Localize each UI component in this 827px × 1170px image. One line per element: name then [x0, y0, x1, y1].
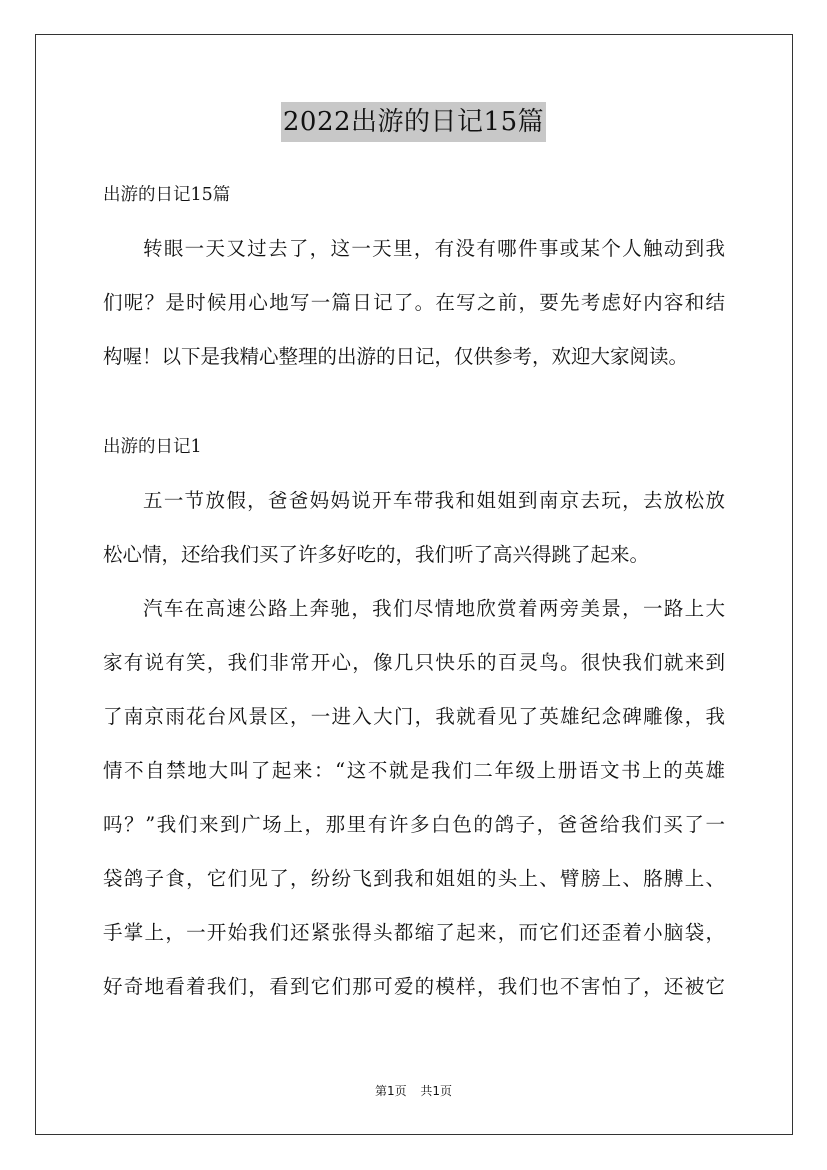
intro-line: 们呢？是时候用心地写一篇日记了。在写之前，要先考虑好内容和结: [103, 291, 725, 314]
paragraph-line: 吗？”我们来到广场上，那里有许多白色的鸽子，爸爸给我们买了一: [103, 813, 725, 836]
section-gap: [103, 384, 725, 420]
paragraph-line: 袋鸽子食，它们见了，纷纷飞到我和姐姐的头上、臂膀上、胳膊上、: [103, 867, 725, 890]
paragraph-line: 手掌上，一开始我们还紧张得头都缩了起来，而它们还歪着小脑袋，: [103, 921, 725, 944]
title-container: [0, 102, 827, 142]
page-number: 第1页: [374, 1084, 407, 1098]
diary1-heading: 出游的日记1: [103, 437, 202, 457]
paragraph-line: 情不自禁地大叫了起来：“这不就是我们二年级上册语文书上的英雄: [103, 759, 725, 782]
intro-heading: 出游的日记15篇: [103, 185, 231, 205]
intro-line: 转眼一天又过去了，这一天里，有没有哪件事或某个人触动到我: [143, 237, 725, 260]
page-footer: [0, 1083, 827, 1099]
paragraph-line: 汽车在高速公路上奔驰，我们尽情地欣赏着两旁美景，一路上大: [143, 597, 725, 620]
paragraph-line: 松心情，还给我们买了许多好吃的，我们听了高兴得跳了起来。: [103, 543, 650, 566]
intro-line: 构喔！以下是我精心整理的出游的日记，仅供参考，欢迎大家阅读。: [103, 345, 689, 368]
paragraph-line: 好奇地看着我们，看到它们那可爱的模样，我们也不害怕了，还被它: [103, 975, 725, 998]
page-total: 共1页: [420, 1084, 453, 1098]
document-body: [103, 168, 725, 1014]
document-title: 2022出游的日记15篇: [281, 102, 546, 142]
paragraph-line: 了南京雨花台风景区，一进入大门，我就看见了英雄纪念碑雕像，我: [103, 705, 725, 728]
paragraph-line: 五一节放假，爸爸妈妈说开车带我和姐姐到南京去玩，去放松放: [143, 489, 725, 512]
paragraph-line: 家有说有笑，我们非常开心，像几只快乐的百灵鸟。很快我们就来到: [103, 651, 725, 674]
